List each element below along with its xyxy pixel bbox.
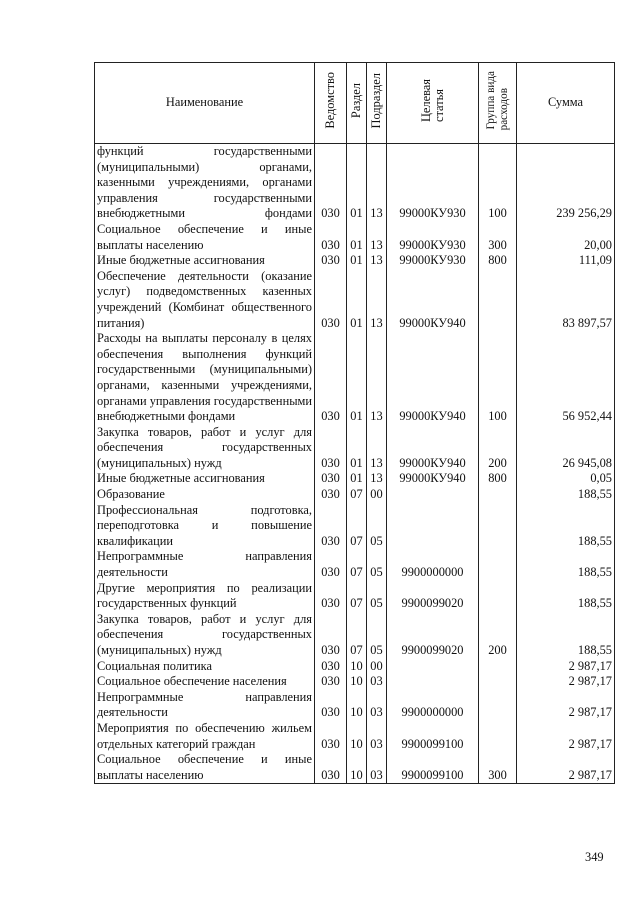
cell-gruppa: 100: [479, 331, 517, 425]
cell-gruppa: 300: [479, 752, 517, 784]
cell-name: Иные бюджетные ассигнования: [95, 253, 315, 269]
cell-name: Закупка товаров, работ и услуг для обеспечения государственных (муниципальных) нужд: [95, 425, 315, 472]
cell-ved: 030: [315, 253, 347, 269]
cell-celevaya: [387, 503, 479, 550]
cell-razdel: 01: [347, 425, 367, 472]
cell-name: Социальное обеспечение и иные выплаты населению: [95, 752, 315, 784]
table-row: [95, 581, 615, 612]
cell-podrazdel: 00: [367, 487, 387, 503]
budget-table: [94, 62, 615, 784]
cell-celevaya: 9900099100: [387, 752, 479, 784]
cell-ved: 030: [315, 752, 347, 784]
cell-summa: 188,55: [517, 487, 615, 503]
cell-name: Непрограммные направления деятельности: [95, 549, 315, 580]
cell-celevaya: 9900000000: [387, 549, 479, 580]
cell-name: Профессиональная подготовка, переподготовка и повышение квалификации: [95, 503, 315, 550]
cell-ved: 030: [315, 659, 347, 675]
cell-ved: 030: [315, 471, 347, 487]
cell-ved: 030: [315, 612, 347, 659]
table-row: [95, 222, 615, 253]
cell-ved: 030: [315, 425, 347, 472]
col-header-celevaya: Целеваястатья: [387, 63, 479, 144]
cell-ved: 030: [315, 721, 347, 752]
cell-razdel: 07: [347, 549, 367, 580]
cell-name: Расходы на выплаты персоналу в целях обеспечения выполнения функций государственными (муниципальными) органами, казенными учреждениями, органами управления государственными внебюджетными фондами: [95, 331, 315, 425]
cell-celevaya: 99000КУ930: [387, 222, 479, 253]
cell-ved: 030: [315, 674, 347, 690]
cell-podrazdel: 00: [367, 659, 387, 675]
cell-gruppa: 200: [479, 425, 517, 472]
cell-gruppa: [479, 690, 517, 721]
table-row: [95, 487, 615, 503]
table-row: [95, 253, 615, 269]
cell-gruppa: 200: [479, 612, 517, 659]
col-header-razdel: Раздел: [347, 63, 367, 144]
cell-celevaya: 99000КУ940: [387, 331, 479, 425]
cell-celevaya: 9900099020: [387, 581, 479, 612]
col-header-summa: Сумма: [517, 63, 615, 144]
cell-summa: 56 952,44: [517, 331, 615, 425]
cell-celevaya: 99000КУ930: [387, 144, 479, 222]
col-header-gruppa: Группа видарасходов: [479, 63, 517, 144]
cell-podrazdel: 03: [367, 674, 387, 690]
cell-ved: 030: [315, 690, 347, 721]
cell-razdel: 10: [347, 752, 367, 784]
cell-gruppa: [479, 503, 517, 550]
col-header-name: Наименование: [95, 63, 315, 144]
cell-celevaya: 9900000000: [387, 690, 479, 721]
cell-gruppa: 100: [479, 144, 517, 222]
cell-celevaya: [387, 487, 479, 503]
cell-podrazdel: 13: [367, 425, 387, 472]
cell-summa: 2 987,17: [517, 752, 615, 784]
cell-razdel: 01: [347, 269, 367, 331]
cell-gruppa: [479, 721, 517, 752]
cell-gruppa: 300: [479, 222, 517, 253]
cell-razdel: 07: [347, 487, 367, 503]
cell-name: Социальное обеспечение и иные выплаты населению: [95, 222, 315, 253]
cell-gruppa: [479, 581, 517, 612]
table-row: [95, 752, 615, 784]
cell-summa: 2 987,17: [517, 659, 615, 675]
cell-gruppa: 800: [479, 253, 517, 269]
cell-ved: 030: [315, 144, 347, 222]
cell-celevaya: 99000КУ940: [387, 425, 479, 472]
cell-gruppa: [479, 659, 517, 675]
cell-razdel: 01: [347, 471, 367, 487]
table-row: [95, 269, 615, 331]
page-number: 349: [585, 850, 604, 864]
table-header-row: [95, 63, 615, 144]
cell-razdel: 01: [347, 144, 367, 222]
cell-summa: 239 256,29: [517, 144, 615, 222]
cell-podrazdel: 05: [367, 549, 387, 580]
table-row: [95, 674, 615, 690]
cell-name: Непрограммные направления деятельности: [95, 690, 315, 721]
cell-celevaya: 9900099020: [387, 612, 479, 659]
cell-summa: 2 987,17: [517, 674, 615, 690]
cell-name: Иные бюджетные ассигнования: [95, 471, 315, 487]
cell-summa: 20,00: [517, 222, 615, 253]
cell-gruppa: [479, 549, 517, 580]
table-row: [95, 144, 615, 222]
cell-podrazdel: 03: [367, 721, 387, 752]
cell-podrazdel: 03: [367, 690, 387, 721]
cell-gruppa: [479, 269, 517, 331]
cell-ved: 030: [315, 222, 347, 253]
cell-razdel: 10: [347, 690, 367, 721]
cell-podrazdel: 13: [367, 144, 387, 222]
col-header-podrazdel: Подраздел: [367, 63, 387, 144]
cell-gruppa: [479, 674, 517, 690]
table-row: [95, 721, 615, 752]
table-row: [95, 503, 615, 550]
cell-podrazdel: 13: [367, 471, 387, 487]
cell-summa: 188,55: [517, 503, 615, 550]
cell-ved: 030: [315, 549, 347, 580]
cell-summa: 188,55: [517, 612, 615, 659]
cell-celevaya: 99000КУ940: [387, 471, 479, 487]
cell-podrazdel: 13: [367, 253, 387, 269]
cell-celevaya: [387, 659, 479, 675]
cell-name: функций государственными (муниципальными) органами, казенными учреждениями, органами управления государственными внебюджетными фондами: [95, 144, 315, 222]
cell-razdel: 07: [347, 581, 367, 612]
cell-name: Социальное обеспечение населения: [95, 674, 315, 690]
cell-summa: 26 945,08: [517, 425, 615, 472]
cell-podrazdel: 05: [367, 581, 387, 612]
cell-name: Обеспечение деятельности (оказание услуг) подведомственных казенных учреждений (Комбинат общественного питания): [95, 269, 315, 331]
cell-razdel: 01: [347, 222, 367, 253]
cell-gruppa: 800: [479, 471, 517, 487]
table-row: [95, 425, 615, 472]
cell-razdel: 01: [347, 253, 367, 269]
cell-razdel: 07: [347, 612, 367, 659]
cell-name: Социальная политика: [95, 659, 315, 675]
cell-razdel: 10: [347, 659, 367, 675]
col-header-vedomstvo: Ведомство: [315, 63, 347, 144]
cell-ved: 030: [315, 269, 347, 331]
table-row: [95, 659, 615, 675]
cell-podrazdel: 13: [367, 269, 387, 331]
cell-summa: 188,55: [517, 581, 615, 612]
cell-name: Другие мероприятия по реализации государственных функций: [95, 581, 315, 612]
cell-ved: 030: [315, 581, 347, 612]
table-row: [95, 612, 615, 659]
cell-razdel: 01: [347, 331, 367, 425]
cell-summa: 0,05: [517, 471, 615, 487]
cell-gruppa: [479, 487, 517, 503]
table-row: [95, 690, 615, 721]
cell-podrazdel: 13: [367, 222, 387, 253]
cell-ved: 030: [315, 503, 347, 550]
cell-podrazdel: 13: [367, 331, 387, 425]
cell-summa: 188,55: [517, 549, 615, 580]
cell-summa: 2 987,17: [517, 721, 615, 752]
cell-summa: 111,09: [517, 253, 615, 269]
cell-name: Образование: [95, 487, 315, 503]
cell-celevaya: 99000КУ940: [387, 269, 479, 331]
table-row: [95, 549, 615, 580]
cell-summa: 83 897,57: [517, 269, 615, 331]
cell-celevaya: [387, 674, 479, 690]
cell-ved: 030: [315, 331, 347, 425]
cell-podrazdel: 05: [367, 503, 387, 550]
cell-celevaya: 99000КУ930: [387, 253, 479, 269]
cell-summa: 2 987,17: [517, 690, 615, 721]
cell-razdel: 07: [347, 503, 367, 550]
cell-ved: 030: [315, 487, 347, 503]
cell-razdel: 10: [347, 674, 367, 690]
cell-name: Закупка товаров, работ и услуг для обеспечения государственных (муниципальных) нужд: [95, 612, 315, 659]
cell-razdel: 10: [347, 721, 367, 752]
cell-name: Мероприятия по обеспечению жильем отдельных категорий граждан: [95, 721, 315, 752]
cell-celevaya: 9900099100: [387, 721, 479, 752]
table-row: [95, 331, 615, 425]
cell-podrazdel: 05: [367, 612, 387, 659]
cell-podrazdel: 03: [367, 752, 387, 784]
table-row: [95, 471, 615, 487]
